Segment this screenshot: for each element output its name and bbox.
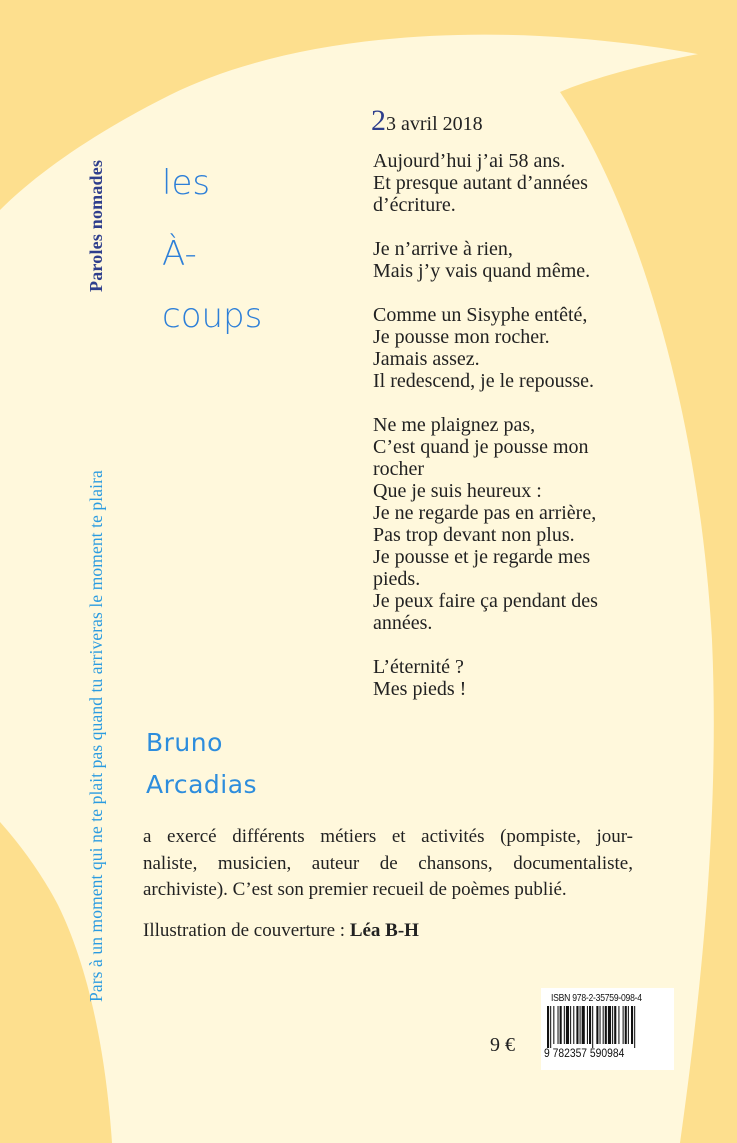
poem-line: Que je suis heureux : [373, 480, 542, 502]
barcode-bars [547, 1006, 669, 1048]
poem-line: Pas trop devant non plus. [373, 524, 575, 546]
poem-line: Aujourd’hui j’ai 58 ans. [373, 150, 566, 172]
illustration-credit [143, 920, 419, 942]
poem-line: Je ne regarde pas en arrière, [373, 502, 597, 524]
date-rest: 3 avril 2018 [386, 113, 483, 135]
barcode-bar [608, 1006, 611, 1044]
poem-line: L’éternité ? [373, 656, 464, 678]
poem-line: Ne me plaignez pas, [373, 414, 536, 436]
barcode-bar [592, 1006, 593, 1048]
poem-line: C’est quand je pousse mon [373, 436, 589, 458]
bio-line: a exercé différents métiers et activités (pompiste, jour- [143, 826, 633, 847]
barcode-bar [580, 1006, 581, 1044]
poem-date [371, 104, 483, 138]
poem-line: rocher [373, 458, 425, 480]
barcode-bar [623, 1006, 624, 1044]
barcode-bar [614, 1006, 616, 1044]
barcode-bar [587, 1006, 588, 1044]
isbn-barcode [541, 988, 674, 1070]
barcode-bar [564, 1006, 565, 1044]
barcode-bar [628, 1006, 629, 1044]
bio-line: naliste, musicien, auteur de chansons, documentaliste, [143, 852, 633, 874]
barcode-bar [605, 1006, 607, 1044]
barcode-bar [625, 1006, 627, 1044]
poem-stanza [373, 150, 673, 216]
poem-line: Jamais assez. [373, 348, 480, 370]
price: 9 € [490, 1034, 515, 1056]
bio-line: archiviste). C’est son premier recueil de poèmes publié. [143, 879, 567, 900]
ean-digits: 9 782357 590984 [544, 1046, 625, 1060]
poem-line: pieds. [373, 568, 421, 590]
poem-stanza [373, 656, 673, 700]
barcode-bar [550, 1006, 551, 1048]
poem-line: années. [373, 612, 433, 634]
barcode-bar [576, 1006, 578, 1044]
poem-line: Je pousse mon rocher. [373, 326, 550, 348]
poem-stanza [373, 414, 673, 634]
poem-line: Et presque autant d’années [373, 172, 588, 194]
barcode-bar [589, 1006, 591, 1044]
poem-stanza [373, 304, 673, 392]
barcode-bar [573, 1006, 574, 1044]
barcode-bar [596, 1006, 598, 1044]
date-initial: 2 [371, 104, 386, 137]
poem-stanza [373, 238, 673, 282]
barcode-bar [631, 1006, 633, 1044]
poem-line: Je n’arrive à rien, [373, 238, 513, 260]
series-name: Paroles nomades [86, 159, 106, 292]
illustrator-name: Léa B-H [349, 920, 419, 941]
barcode-bar [600, 1006, 601, 1044]
poem-line: Il redescend, je le repousse. [373, 370, 595, 392]
barcode-bar [553, 1006, 554, 1044]
poem-line: d’écriture. [373, 194, 456, 216]
barcode-bar [570, 1006, 571, 1044]
title-line-3: coups [162, 296, 263, 336]
barcode-bar [612, 1006, 613, 1044]
barcode-bar [634, 1006, 635, 1048]
barcode-bar [558, 1006, 559, 1044]
spine-tagline: Pars à un moment qui ne te plait pas quand tu arriveras le moment te plaira [86, 470, 106, 1002]
author-first-name: Bruno [146, 728, 223, 757]
poem-line: Mes pieds ! [373, 678, 467, 700]
barcode-bar [603, 1006, 604, 1044]
barcode-bar [582, 1006, 585, 1044]
poem-line: Mais j’y vais quand même. [373, 260, 591, 282]
barcode-bar [566, 1006, 569, 1044]
author-last-name: Arcadias [146, 770, 258, 799]
title-line-2: À- [162, 234, 197, 274]
poem-line: Comme un Sisyphe entêté, [373, 304, 588, 326]
poem-line: Je peux faire ça pendant des [373, 590, 598, 612]
poem [373, 150, 673, 722]
barcode-bar [560, 1006, 562, 1044]
poem-line: Je pousse et je regarde mes [373, 546, 591, 568]
barcode-bar [618, 1006, 619, 1044]
illustration-label: Illustration de couverture : [143, 920, 346, 941]
barcode-bar [547, 1006, 549, 1048]
author-bio [143, 824, 633, 904]
isbn-text: ISBN 978-2-35759-098-4 [551, 992, 642, 1004]
title-line-1: les [162, 163, 211, 203]
